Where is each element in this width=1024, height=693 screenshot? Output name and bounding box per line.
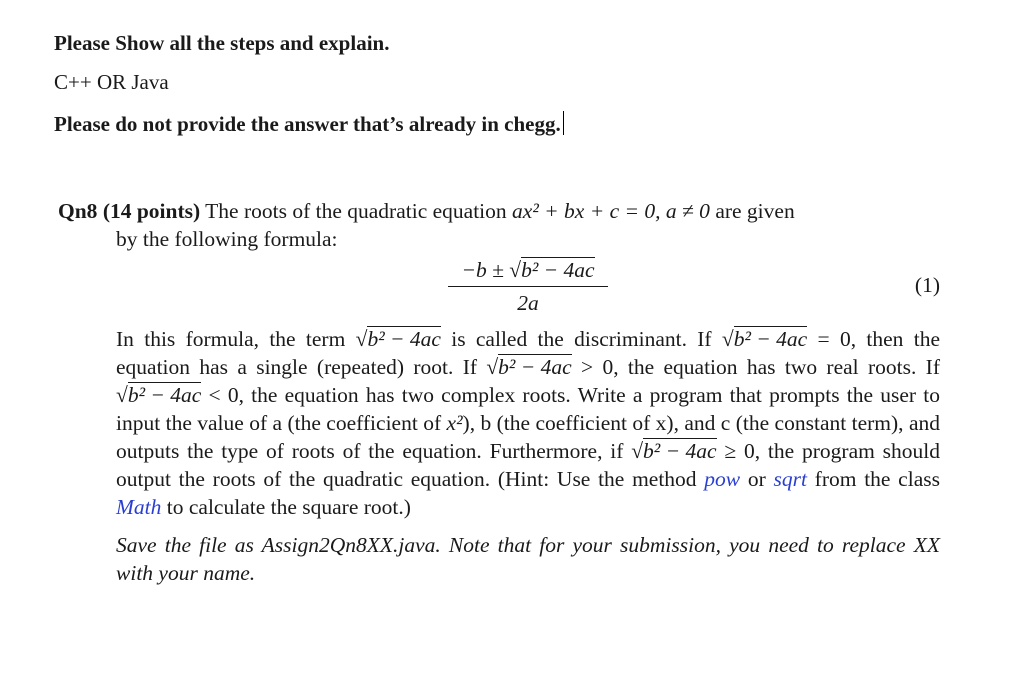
x-squared: x² [446,411,463,435]
body-text: < 0, the equation has two complex roots. Write a program that prompts the user to input the value of a (the coefficient of [116,383,940,435]
numerator-prefix: −b ± [461,258,510,282]
equation-number: (1) [914,273,940,297]
sqrt-sign-icon: √ [116,383,128,407]
save-file-note: Save the file as Assign2Qn8XX.java. Note that for your submission, you need to replace XX with your name. [116,533,940,585]
question-body [58,325,940,521]
sqrt-expression [116,381,201,409]
sqrt-sign-icon: √ [486,355,499,379]
sqrt-sign-icon: √ [509,258,522,282]
body-text: from the class [806,467,940,491]
instruction-show-steps: Please Show all the steps and explain. [54,31,390,55]
body-text: or [740,467,774,491]
body-text: > 0, the equation has [571,355,776,379]
body-text: is called the discriminant. If [440,327,722,351]
instruction-language: C++ OR Java [54,70,169,94]
intro-text-a: The roots of the quadratic equation [200,199,513,223]
quadratic-equation: ax² + bx + c = 0, a ≠ 0 [512,199,710,223]
body-text: ≥ 0, the program should output the roots of the quadratic equation. (Hint: Use the method [116,439,940,491]
intro-text-b: are given [709,199,795,223]
sqrt-expression [509,255,594,285]
radicand: b² − 4ac [367,327,441,351]
sqrt-expression [356,325,441,353]
sqrt-expression [631,437,716,465]
sqrt-expression [722,325,807,353]
question-intro [58,197,940,225]
radicand: b² − 4ac [643,439,717,463]
body-text: to calculate the square root.) [161,495,411,519]
radicand: b² − 4ac [498,355,572,379]
body-text: then the equation has a single (repeated) root. If [116,327,940,379]
sqrt-sign-icon: √ [631,439,644,463]
formula-denominator: 2a [517,291,539,316]
hint-sqrt: sqrt [773,467,807,491]
hint-pow: pow [704,467,741,491]
instruction-no-chegg-text: Please do not provide the answer that’s already in chegg. [54,112,561,136]
question-block [58,197,940,587]
body-text: two real roots. If [784,355,940,379]
instruction-no-chegg [54,111,564,137]
quadratic-formula [58,255,940,321]
radicand: b² − 4ac [127,383,202,407]
body-text: = 0, [807,327,857,351]
sqrt-sign-icon: √ [721,327,734,351]
question-points: (14 points) [102,199,201,223]
body-text: In this formula, the term [116,327,356,351]
question-label: Qn8 [58,199,98,223]
hint-math-class: Math [116,495,162,519]
formula-numerator [448,255,608,285]
text-cursor [563,111,565,135]
intro-text-c: by the following formula: [116,227,338,251]
radicand: b² − 4ac [521,258,595,282]
body-text: ), b (the coefficient of x), and c (the constant term), and outputs the type of roots of the equation. Furthermore, if [116,411,940,463]
sqrt-sign-icon: √ [355,327,368,351]
sqrt-expression [486,353,571,381]
formula-fraction [448,255,608,317]
radicand: b² − 4ac [733,327,808,351]
